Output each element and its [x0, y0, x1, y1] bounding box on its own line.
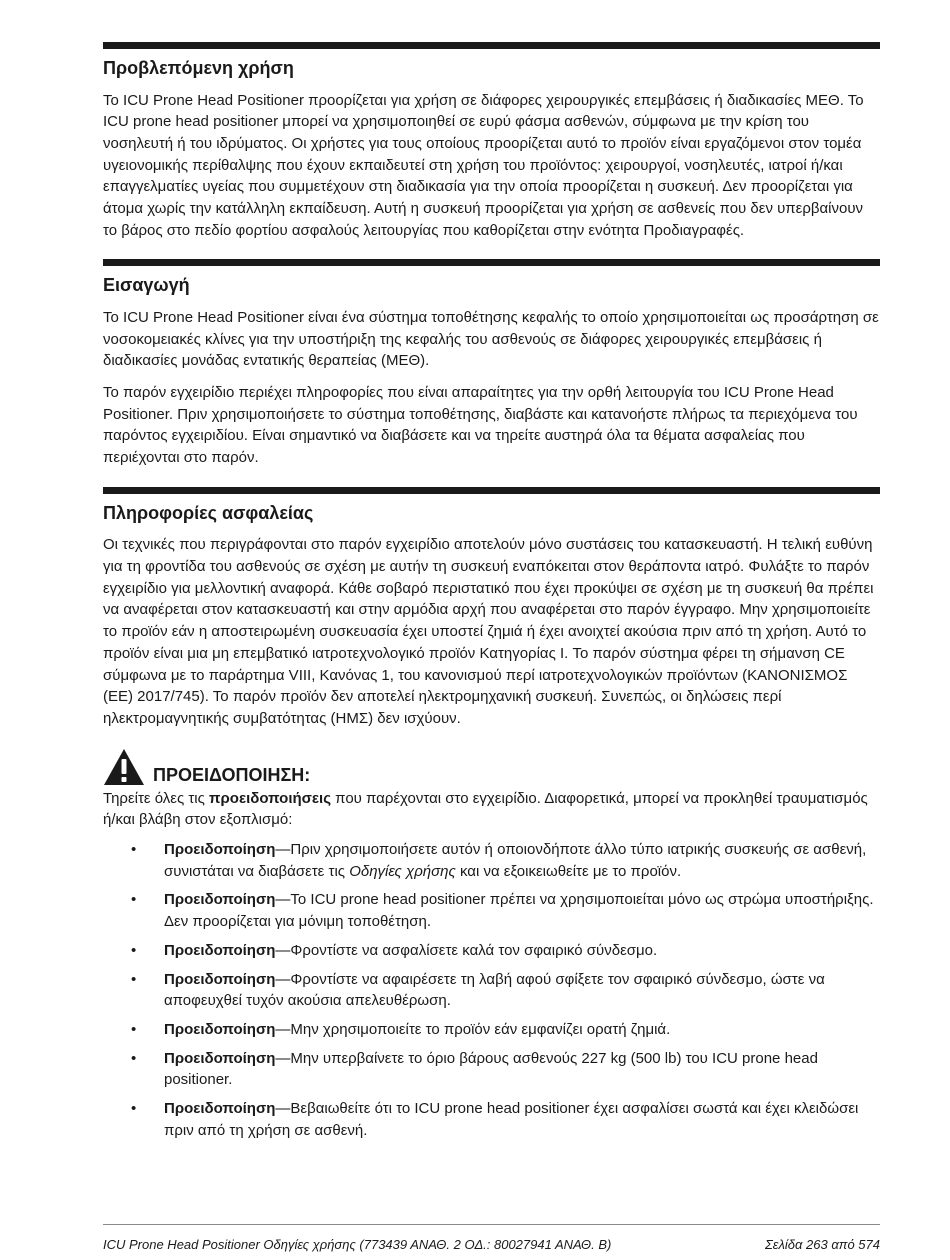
warning-label: Προειδοποίηση: [164, 891, 276, 909]
warning-text: —Βεβαιωθείτε ότι το ICU prone head positioner έχει ασφαλίσει σωστά και έχει κλειδώσει πριν από τη χρήση σε ασθενή.: [164, 1100, 859, 1139]
warning-intro: [103, 788, 880, 831]
bullet-mark: •: [131, 1049, 137, 1067]
warning-header: [103, 748, 880, 786]
section-title: Προβλεπόμενη χρήση: [103, 58, 294, 78]
section-title: Πληροφορίες ασφαλείας: [103, 502, 314, 523]
section-safety-information: [103, 487, 880, 730]
warning-text: —Το ICU prone head positioner πρέπει να χρησιμοποιείται μόνο ως στρώμα υποστήριξης. Δεν προορίζεται για μόνιμη τοποθέτηση.: [164, 891, 874, 931]
warning-item: [103, 839, 880, 882]
warning-text-italic: Οδηγίες χρήσης: [349, 862, 456, 880]
warning-intro-bold: προειδοποιήσεις: [209, 789, 332, 807]
warning-label: Προειδοποίηση: [164, 970, 276, 988]
section-paragraph: Το ICU Prone Head Positioner είναι ένα σύστημα τοποθέτησης κεφαλής το οποίο χρησιμοποιείται ως προσάρτηση σε νοσοκομειακές κλίνες για την υποστήριξη της κεφαλής του ασθενούς σε διάφορες χειρουργικές επεμβάσεις ή διαδικασίες μονάδας εντατικής θεραπείας (ΜΕΘ).: [103, 308, 879, 370]
warning-label: Προειδοποίηση: [164, 841, 276, 859]
page-footer: [103, 1224, 880, 1252]
page-content: [103, 42, 880, 1149]
warning-item: [103, 889, 880, 932]
warning-item: [103, 969, 880, 1012]
warning-list: [103, 839, 880, 1141]
warning-text: —Πριν χρησιμοποιήσετε αυτόν ή οποιονδήποτε άλλο τύπο ιατρικής συσκευής σε ασθενή, συνιστάται να διαβάσετε τις: [164, 841, 867, 880]
section-paragraph: Οι τεχνικές που περιγράφονται στο παρόν εγχειρίδιο αποτελούν μόνο συστάσεις του κατασκευαστή. Η τελική ευθύνη για τη φροντίδα του ασθενούς σε σχέση με αυτήν τη συσκευή εναπόκειται στον θεράποντα ιατρό. Φυλάξτε το παρόν εγχειρίδιο για μελλοντική αναφορά. Κάθε σοβαρό περιστατικό που έχει προκύψει σε σχέση με τη συσκευή θα πρέπει να αναφέρεται στον κατασκευαστή και στην αρμόδια αρχή που αναφέρεται στο παρόν έγγραφο. Μην χρησιμοποιείτε το προϊόν εάν η αποστειρωμένη συσκευασία έχει υποστεί ζημιά ή έχει ανοιχτεί ακούσια πριν από τη χρήση. Αυτό το προϊόν είναι μια μη επεμβατικό ιατροτεχνολογικό προϊόν Κατηγορίας I. Το παρόν σύστημα φέρει τη σήμανση CE σύμφωνα με το παράρτημα VIII, Κανόνας 1, του κανονισμού περί ιατροτεχνολογικών προϊόντων (ΚΑΝΟΝΙΣΜΟΣ (ΕΕ) 2017/745). Το παρόν προϊόν δεν αποτελεί ηλεκτρομηχανική συσκευή. Συνεπώς, οι δηλώσεις περί ηλεκτρομαγνητικής συμβατότητας (ΗΜΣ) δεν ισχύουν.: [103, 536, 874, 727]
section-paragraph: Το παρόν εγχειρίδιο περιέχει πληροφορίες που είναι απαραίτητες για την ορθή λειτουργία του ICU Prone Head Positioner. Πριν χρησιμοποιήσετε το σύστημα τοποθέτησης, διαβάστε και κατανοήστε πλήρως τα περιεχόμενα του παρόντος εγχειριδίου. Είναι σημαντικό να διαβάσετε και να τηρείτε αυστηρά όλα τα θέματα ασφαλείας που περιέχονται στο παρόν.: [103, 384, 858, 467]
footer-document-title: ICU Prone Head Positioner Οδηγίες χρήσης (773439 ΑΝΑΘ. 2 ΟΔ.: 80027941 ΑΝΑΘ. Β): [103, 1237, 612, 1252]
warning-intro-text: Τηρείτε όλες τις: [103, 789, 210, 807]
section-intended-use: [103, 42, 880, 241]
warning-text-after: και να εξοικειωθείτε με το προϊόν.: [455, 862, 682, 880]
warning-text: —Μην χρησιμοποιείτε το προϊόν εάν εμφανίζει ορατή ζημιά.: [275, 1021, 671, 1038]
warning-title: ΠΡΟΕΙΔΟΠΟΙΗΣΗ:: [153, 764, 311, 785]
warning-label: Προειδοποίηση: [164, 1049, 276, 1067]
bullet-mark: •: [131, 891, 137, 909]
warning-item: [103, 1019, 880, 1041]
bullet-mark: •: [131, 1021, 137, 1038]
warning-label: Προειδοποίηση: [164, 1100, 276, 1118]
bullet-mark: •: [131, 1100, 137, 1118]
section-paragraph: Το ICU Prone Head Positioner προορίζεται για χρήση σε διάφορες χειρουργικές επεμβάσεις ή διαδικασίες ΜΕΘ. Το ICU prone head positioner μπορεί να χρησιμοποιηθεί σε ευρύ φάσμα ασθενών, σύμφωνα με την κρίση του νοσηλευτή ή του ιδρύματος. Οι χρήστες για τους οποίους προορίζεται αυτό το προϊόν είναι εργαζόμενοι στον τομέα υγειονομικής περίθαλψης που έχουν εκπαιδευτεί στη χρήση του προϊόντος: χειρουργοί, νοσηλευτές, ιατροί ή/και επαγγελματίες υγείας που συμμετέχουν στη διαδικασία για την οποία προορίζεται η συσκευή. Δεν προορίζεται για άτομα χωρίς την κατάλληλη εκπαίδευση. Αυτή η συσκευή προορίζεται για χρήση σε ασθενείς που δεν υπερβαίνουν το βάρος στο πεδίο φορτίου ασφαλούς λειτουργίας που καθορίζεται στην ενότητα Προδιαγραφές.: [103, 91, 864, 239]
warning-label: Προειδοποίηση: [164, 941, 276, 959]
warning-text: —Φροντίστε να ασφαλίσετε καλά τον σφαιρικό σύνδεσμο.: [275, 941, 658, 959]
warning-label: Προειδοποίηση: [164, 1021, 276, 1038]
section-introduction: [103, 259, 880, 468]
warning-triangle-icon: [103, 748, 145, 786]
warning-item: [103, 940, 880, 962]
warning-text: —Μην υπερβαίνετε το όριο βάρους ασθενούς 227 kg (500 lb) του ICU prone head positioner.: [164, 1049, 818, 1089]
bullet-mark: •: [131, 970, 137, 988]
section-title: Εισαγωγή: [103, 275, 190, 296]
warning-block: [103, 748, 880, 1142]
bullet-mark: •: [131, 841, 137, 859]
section-rule: [103, 487, 880, 494]
section-rule: [103, 42, 880, 49]
warning-item: [103, 1048, 880, 1091]
warning-intro-text-after: που παρέχονται στο εγχειρίδιο. Διαφορετικά, μπορεί να προκληθεί τραυματισμός ή/και βλάβη στον εξοπλισμό:: [103, 789, 868, 829]
bullet-mark: •: [131, 941, 137, 959]
warning-text: —Φροντίστε να αφαιρέσετε τη λαβή αφού σφίξετε τον σφαιρικό σύνδεσμο, ώστε να αποφευχθεί τυχόν ακούσια απελευθέρωση.: [164, 970, 825, 1010]
warning-item: [103, 1098, 880, 1141]
section-rule: [103, 259, 880, 266]
footer-page-number: Σελίδα 263 από 574: [764, 1237, 880, 1252]
